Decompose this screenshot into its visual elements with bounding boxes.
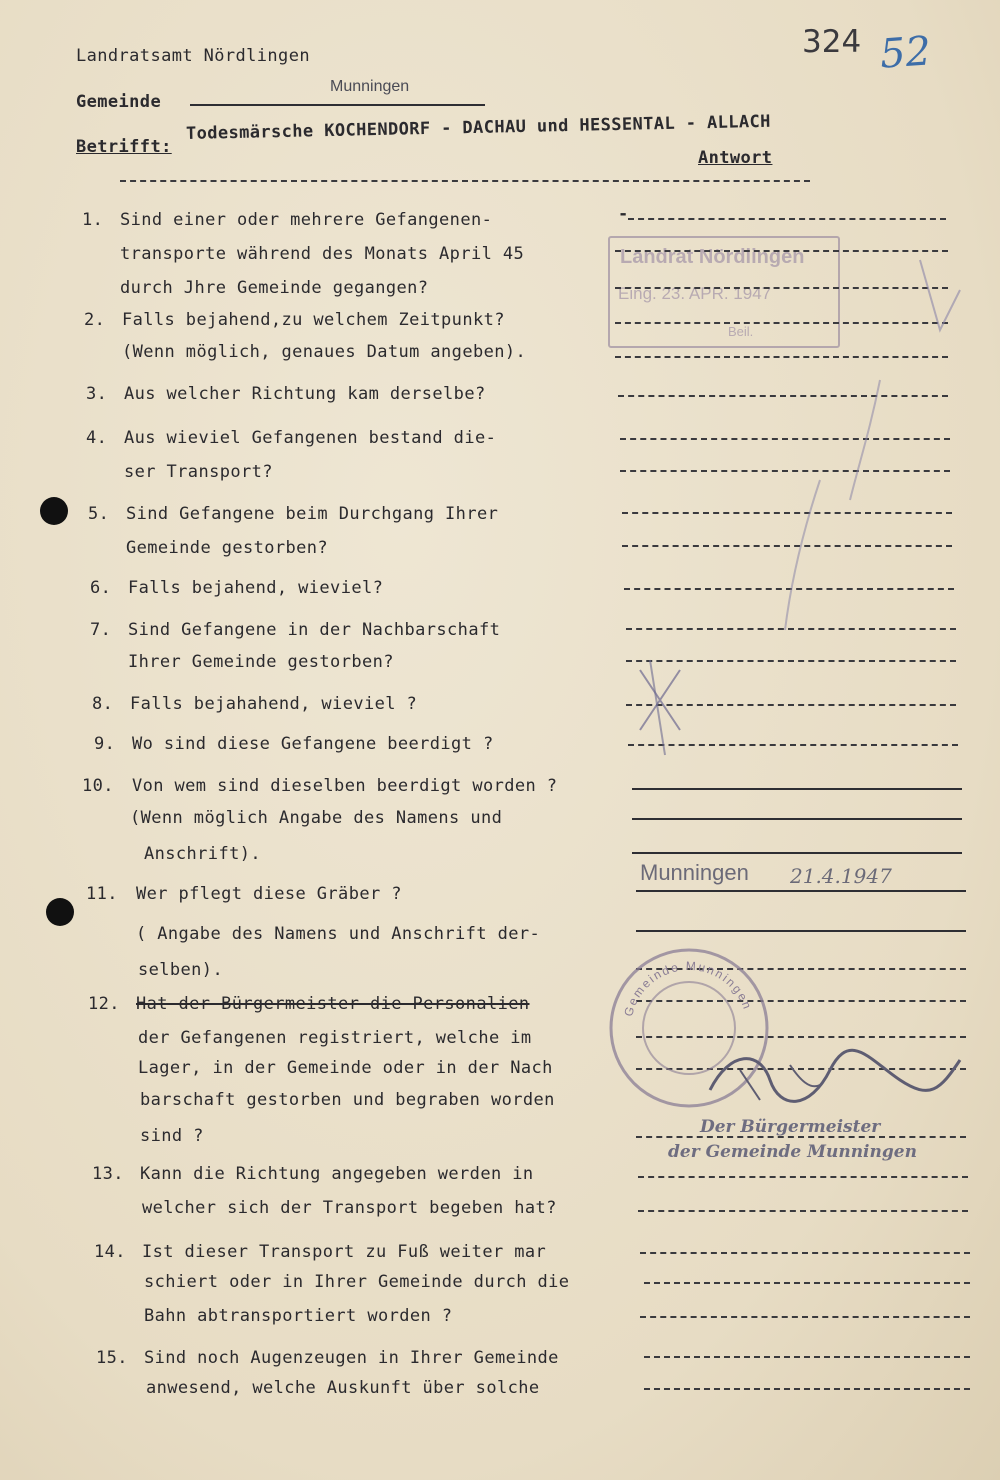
question-10-line-3: Anschrift). <box>144 844 261 864</box>
question-line: Sind einer oder mehrere Gefangenen- <box>120 210 493 230</box>
question-number: 6. <box>90 578 112 598</box>
question-number: 7. <box>90 620 112 640</box>
question-line: Falls bejahahend, wieviel ? <box>130 694 418 714</box>
answer-line <box>632 818 962 820</box>
subject-label: Betrifft: <box>76 137 172 157</box>
punch-hole-top <box>40 497 68 525</box>
question-1 <box>82 210 492 230</box>
question-11-line-3: selben). <box>138 960 224 980</box>
question-line: Ist dieser Transport zu Fuß weiter mar <box>142 1242 547 1262</box>
question-14-line-2: schiert oder in Ihrer Gemeinde durch die <box>144 1272 570 1292</box>
question-14-line-3: Bahn abtransportiert worden ? <box>144 1306 453 1326</box>
question-number: 13. <box>92 1164 124 1184</box>
question-4 <box>86 428 496 448</box>
office-name: Landratsamt Nördlingen <box>76 46 310 66</box>
question-13-line-2: welcher sich der Transport begeben hat? <box>142 1198 557 1218</box>
question-10-line-2: (Wenn möglich Angabe des Namens und <box>130 808 503 828</box>
question-11-line-2: ( Angabe des Namens und Anschrift der- <box>136 924 541 944</box>
answer-line <box>636 890 966 892</box>
question-4-line-2: ser Transport? <box>124 462 273 482</box>
question-line: Wer pflegt diese Gräber ? <box>136 884 402 904</box>
subject-text: Todesmärsche KOCHENDORF - DACHAU und HESSENTAL - ALLACH <box>185 111 772 144</box>
question-number: 3. <box>86 384 108 404</box>
question-number: 1. <box>82 210 104 230</box>
question-line: Aus welcher Richtung kam derselbe? <box>124 384 486 404</box>
question-8 <box>92 694 417 714</box>
seal-text: Gemeinde Munningen <box>621 958 756 1018</box>
question-number: 9. <box>94 734 116 754</box>
answer-1: - <box>618 204 629 224</box>
question-number: 15. <box>96 1348 128 1368</box>
question-number: 12. <box>88 994 120 1014</box>
question-number: 10. <box>82 776 114 796</box>
question-9 <box>94 734 494 754</box>
question-7 <box>90 620 500 640</box>
question-line: Wo sind diese Gefangene beerdigt ? <box>132 734 494 754</box>
question-15 <box>96 1348 559 1368</box>
answer-line <box>644 1388 970 1390</box>
mayor-title: Der Bürgermeister <box>700 1117 881 1137</box>
answer-line <box>644 1282 970 1284</box>
question-1-line-3: durch Jhre Gemeinde gegangen? <box>120 278 429 298</box>
answer-line <box>640 1252 970 1254</box>
received-stamp-office: Landrat Nördlingen <box>620 246 805 268</box>
question-11 <box>86 884 402 904</box>
question-line: Falls bejahend,zu welchem Zeitpunkt? <box>122 310 505 330</box>
municipality-value: Munningen <box>330 78 410 95</box>
punch-hole-bottom <box>46 898 74 926</box>
question-2-line-2: (Wenn möglich, genaues Datum angeben). <box>122 342 527 362</box>
pencil-marks <box>620 200 980 760</box>
answer-line <box>636 930 966 932</box>
page-number: 324 <box>802 24 862 60</box>
answer-11-stamp: Munningen <box>640 860 749 885</box>
question-number: 5. <box>88 504 110 524</box>
question-12 <box>88 994 530 1014</box>
question-line: Sind noch Augenzeugen in Ihrer Gemeinde <box>144 1348 559 1368</box>
answer-column-label: Antwort <box>698 148 773 168</box>
question-12-line-2: der Gefangenen registriert, welche im <box>138 1028 532 1048</box>
received-stamp-date: Eing. 23. APR. 1947 <box>618 284 772 303</box>
received-stamp-attachments: Beil. <box>728 324 754 339</box>
answer-line <box>644 1356 970 1358</box>
answer-line <box>638 1176 968 1178</box>
question-12-line-4: barschaft gestorben und begraben worden <box>140 1090 555 1110</box>
question-number: 4. <box>86 428 108 448</box>
answer-line <box>632 852 962 854</box>
question-line: Falls bejahend, wieviel? <box>128 578 384 598</box>
question-13 <box>92 1164 534 1184</box>
question-line: Sind Gefangene beim Durchgang Ihrer <box>126 504 499 524</box>
question-15-line-2: anwesend, welche Auskunft über solche <box>146 1378 540 1398</box>
question-2 <box>84 310 505 330</box>
question-14 <box>94 1242 546 1262</box>
answer-11-date: 21.4.1947 <box>790 864 892 888</box>
mayor-signature <box>700 1030 970 1120</box>
question-number: 14. <box>94 1242 126 1262</box>
question-5-line-2: Gemeinde gestorben? <box>126 538 329 558</box>
question-number: 11. <box>86 884 118 904</box>
question-12-line-3: Lager, in der Gemeinde oder in der Nach <box>138 1058 553 1078</box>
mayor-of-municipality: der Gemeinde Munningen <box>668 1142 917 1162</box>
question-6 <box>90 578 383 598</box>
archive-number: 52 <box>878 28 933 78</box>
question-7-line-2: Ihrer Gemeinde gestorben? <box>128 652 394 672</box>
municipality-underline <box>190 104 485 106</box>
question-1-line-2: transporte während des Monats April 45 <box>120 244 525 264</box>
question-line: Kann die Richtung angegeben werden in <box>140 1164 534 1184</box>
subject-underline <box>120 180 810 182</box>
question-10 <box>82 776 557 796</box>
question-line: Aus wieviel Gefangenen bestand die- <box>124 428 497 448</box>
question-line: Von wem sind dieselben beerdigt worden ? <box>132 776 558 796</box>
question-5 <box>88 504 498 524</box>
answer-line <box>638 1210 968 1212</box>
question-number: 2. <box>84 310 106 330</box>
answer-line <box>632 788 962 790</box>
question-12-line-5: sind ? <box>140 1126 204 1146</box>
question-3 <box>86 384 486 404</box>
question-number: 8. <box>92 694 114 714</box>
question-line: Hat der Bürgermeister die Personalien <box>136 994 530 1014</box>
municipality-label: Gemeinde <box>76 92 162 112</box>
answer-line <box>640 1316 970 1318</box>
question-line: Sind Gefangene in der Nachbarschaft <box>128 620 501 640</box>
